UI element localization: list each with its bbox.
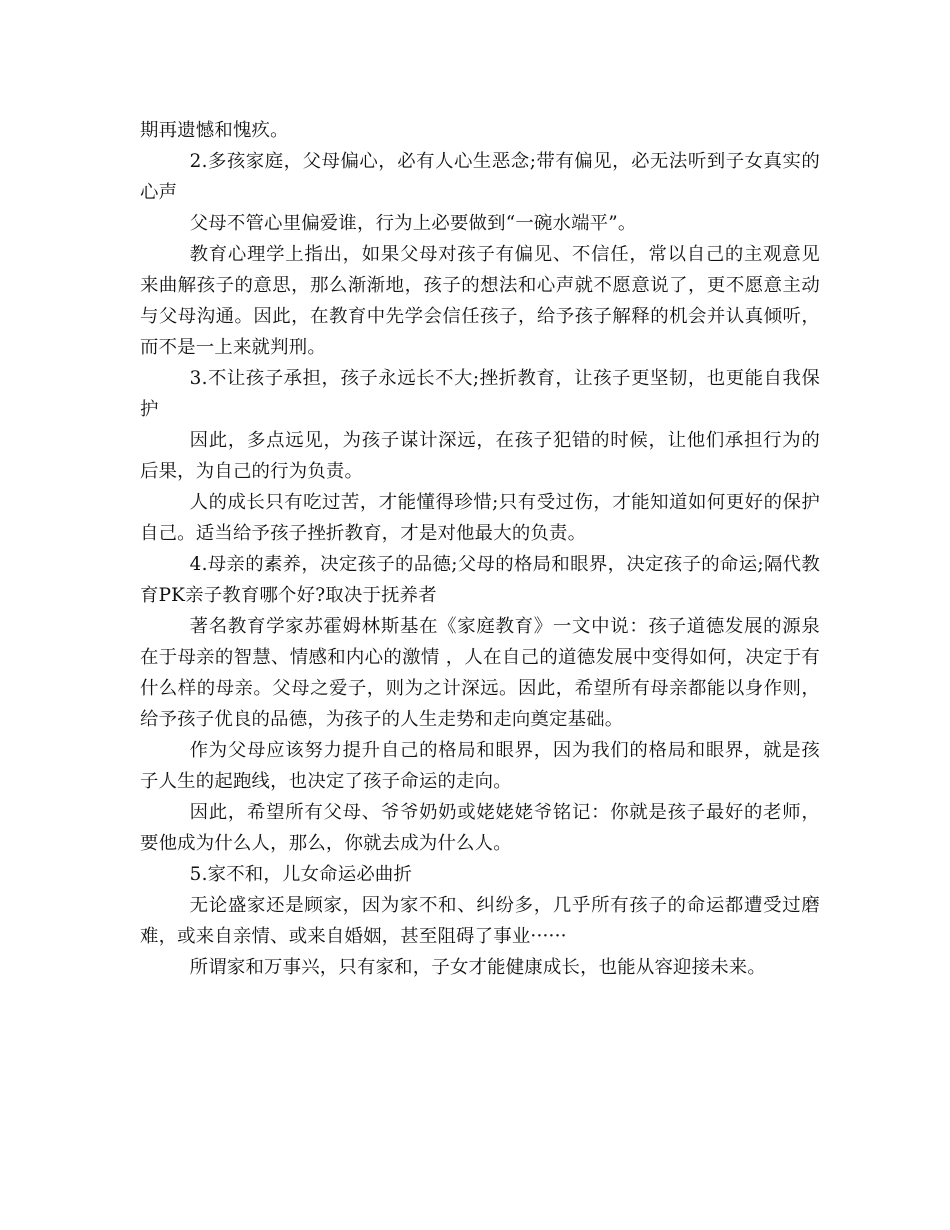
paragraph: 著名教育学家苏霍姆林斯基在《家庭教育》一文中说：孩子道德发展的源泉在于母亲的智慧、情感和内心的激情 ，人在自己的道德发展中变得如何，决定于有什么样的母亲。父母之爱子，则为之计深远。因此，希望所有母亲都能以身作则，给予孩子优良的品德，为孩子的人生走势和走向奠定基础。 xyxy=(140,616,820,730)
paragraph: 因此，多点远见，为孩子谋计深远，在孩子犯错的时候，让他们承担行为的后果，为自己的行为负责。 xyxy=(140,430,820,482)
section-heading-2: 2.多孩家庭，父母偏心，必有人心生恶念;带有偏见，必无法听到子女真实的心声 xyxy=(140,151,820,203)
paragraph: 教育心理学上指出，如果父母对孩子有偏见、不信任，常以自己的主观意见来曲解孩子的意思，那么渐渐地，孩子的想法和心声就不愿意说了，更不愿意主动与父母沟通。因此，在教育中先学会信任孩子，给予孩子解释的机会并认真倾听，而不是一上来就判刑。 xyxy=(140,244,820,358)
section-heading-5: 5.家不和，儿女命运必曲折 xyxy=(189,864,413,885)
paragraph: 作为父母应该努力提升自己的格局和眼界，因为我们的格局和眼界，就是孩子人生的起跑线，也决定了孩子命运的走向。 xyxy=(140,740,820,792)
paragraph: 人的成长只有吃过苦，才能懂得珍惜;只有受过伤，才能知道如何更好的保护自己。适当给予孩子挫折教育，才是对他最大的负责。 xyxy=(140,492,820,544)
section-heading-4: 4.母亲的素养，决定孩子的品德;父母的格局和眼界，决定孩子的命运;隔代教育PK亲子教育哪个好?取决于抚养者 xyxy=(140,554,820,606)
paragraph: 因此，希望所有父母、爷爷奶奶或姥姥姥爷铭记：你就是孩子最好的老师，要他成为什么人，那么，你就去成为什么人。 xyxy=(140,802,820,854)
document-body xyxy=(140,115,820,983)
paragraph: 父母不管心里偏爱谁，行为上必要做到“一碗水端平”。 xyxy=(189,213,637,234)
section-heading-3: 3.不让孩子承担，孩子永远长不大;挫折教育，让孩子更坚韧，也更能自我保护 xyxy=(140,368,820,420)
paragraph-continuation: 期再遗憾和愧疚。 xyxy=(140,120,289,141)
paragraph: 无论盛家还是顾家，因为家不和、纠纷多，几乎所有孩子的命运都遭受过磨难，或来自亲情、或来自婚姻，甚至阻碍了事业······ xyxy=(140,895,820,947)
paragraph: 所谓家和万事兴，只有家和，子女才能健康成长，也能从容迎接未来。 xyxy=(189,957,766,978)
